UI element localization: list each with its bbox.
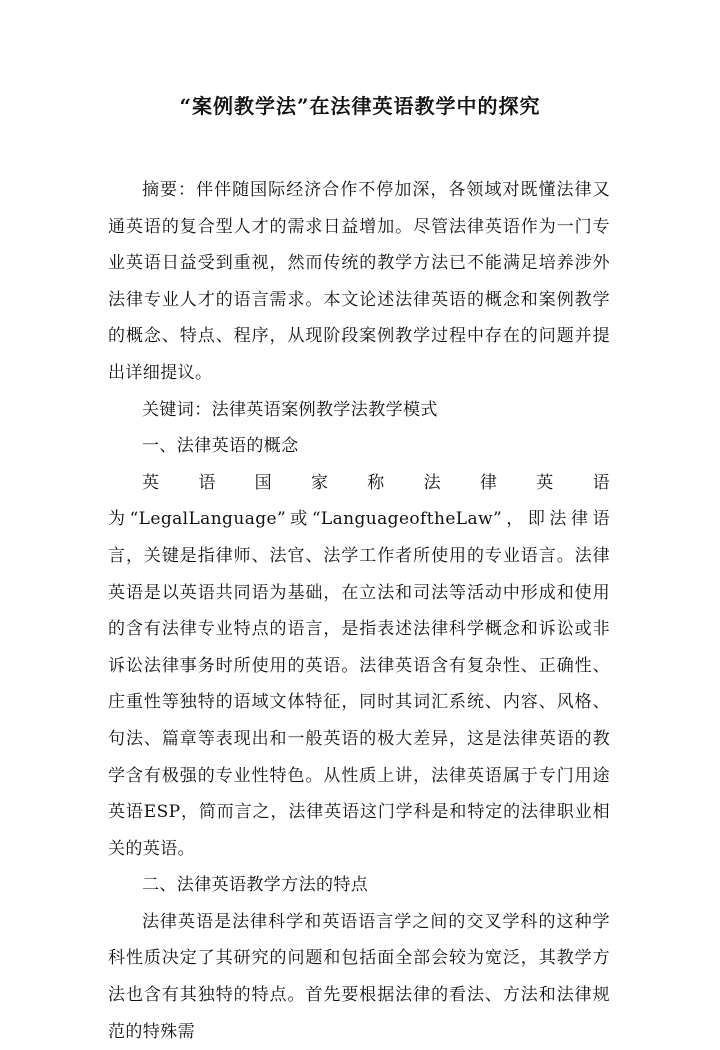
keywords-paragraph: 关键词：法律英语案例教学法教学模式	[142, 399, 438, 420]
section-heading-2: 二、法律英语教学方法的特点	[142, 875, 369, 896]
section-heading-1: 一、法律英语的概念	[142, 436, 299, 457]
abstract-paragraph: 摘要：伴伴随国际经济合作不停加深，各领域对既懂法律又通英语的复合型人才的需求日益增加。尽管法律英语作为一门专业英语日益受到重视，然而传统的教学方法已不能满足培养涉外法律专业人才的语言需求。本文论述法律英语的概念和案例教学的概念、特点、程序，从现阶段案例教学过程中存在的问题并提出详细提议。	[108, 180, 610, 383]
body-paragraph: 法律英语是法律科学和英语语言学之间的交叉学科的这种学科性质决定了其研究的问题和包括面全部会较为宽泛，其教学方法也含有其独特的特点。首先要根据法律的看法、方法和法律规范的特殊需	[108, 911, 610, 1042]
document-title: “案例教学法”在法律英语教学中的探究	[179, 94, 541, 118]
body-paragraph: 英语国家称法律英语为“LegalLanguage”或“LanguageoftheLaw”，即法律语言，关键是指律师、法官、法学工作者所使用的专业语言。法律英语是以英语共同语为基础，在立法和司法等活动中形成和使用的含有法律专业特点的语言，是指表述法律科学概念和诉讼或非诉讼法律事务时所使用的英语。法律英语含有复杂性、正确性、庄重性等独特的语域文体特征，同时其词汇系统、内容、风格、句法、篇章等表现出和一般英语的极大差异，这是法律英语的教学含有极强的专业性特色。从性质上讲，法律英语属于专门用途英语ESP，简而言之，法律英语这门学科是和特定的法律职业相关的英语。	[108, 472, 610, 859]
document-body	[108, 172, 610, 1050]
